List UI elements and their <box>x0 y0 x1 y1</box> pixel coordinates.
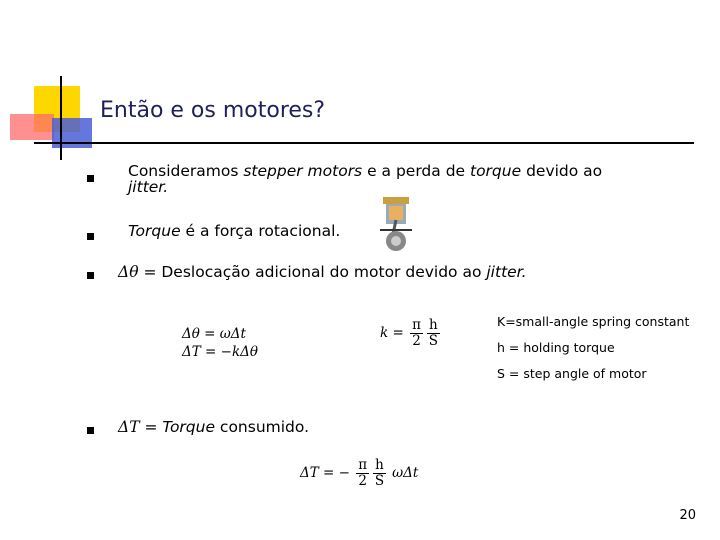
bullet-1-text: Consideramos stepper motors e a perda de torque devido ao <box>128 162 603 180</box>
equation-k: k = $\frac{\pi}{2}$ $\frac{h}{S}$ <box>380 317 438 349</box>
title-divider <box>34 142 694 144</box>
definition-k: K=small-angle spring constant <box>497 314 690 329</box>
bullet-1-line2: jitter. <box>128 178 169 196</box>
engine-piston-icon <box>380 195 412 257</box>
definition-h: h = holding torque <box>497 340 615 355</box>
bullet-marker <box>87 175 94 182</box>
definition-s: S = step angle of motor <box>497 366 647 381</box>
slide-title: Então e os motores? <box>100 98 326 123</box>
bullet-2-text: Torque é a força rotacional. <box>128 222 341 240</box>
equation-delta-theta: Δθ = ωΔt <box>182 326 246 342</box>
bullet-marker <box>87 233 94 240</box>
logo-red-square <box>10 114 54 140</box>
bullet-4-text: ΔT = Torque consumido. <box>118 418 310 436</box>
bullet-marker <box>87 427 94 434</box>
equation-delta-torque: ΔT = −kΔθ <box>182 344 259 360</box>
bullet-3-text: Δθ = Deslocação adicional do motor devido ao jitter. <box>118 263 527 281</box>
bullet-marker <box>87 272 94 279</box>
logo-vertical-line <box>60 76 62 160</box>
page-number: 20 <box>679 508 696 523</box>
equation-final-torque: ΔT = − $\frac{\pi}{2}$ $\frac{h}{S}$ ωΔt <box>300 457 419 489</box>
